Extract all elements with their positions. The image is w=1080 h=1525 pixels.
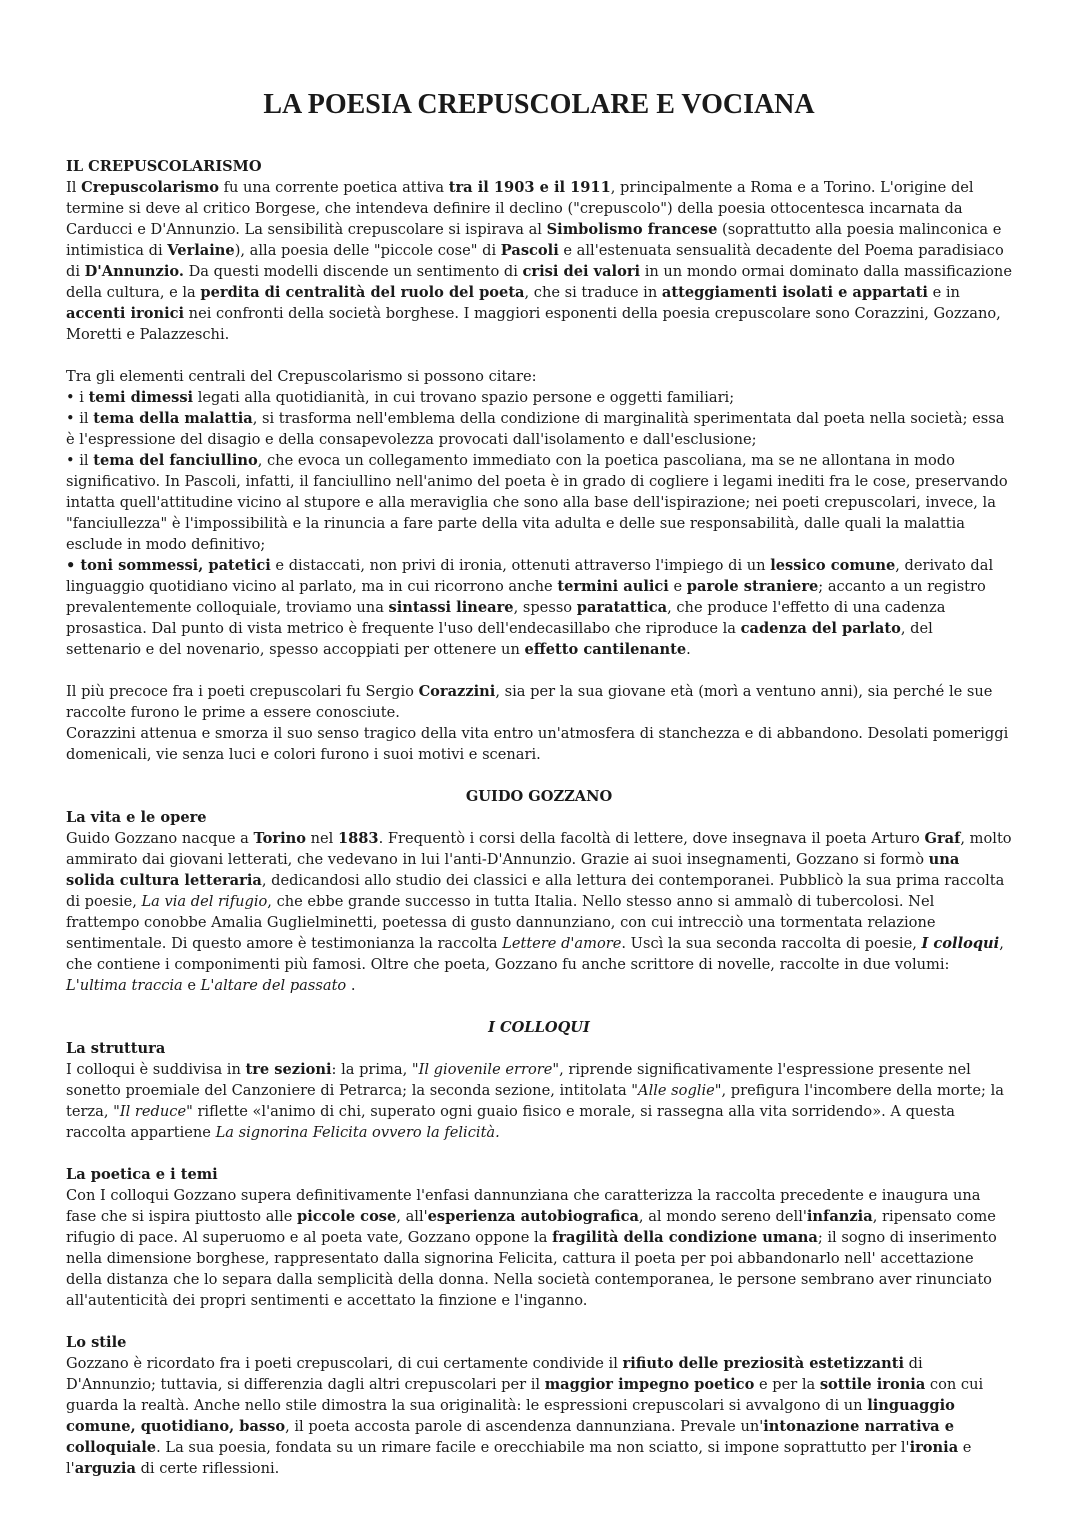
bullet-item: • il tema della malattia, si trasforma nell'emblema della condizione di marginalità sperimentata dal poeta nella società; essa è l'espressione del disagio e della consapevolezza provocati dall'isolamento e dall'esclusione;	[66, 410, 1005, 448]
paragraph-vita: Guido Gozzano nacque a Torino nel 1883. Frequentò i corsi della facoltà di lettere, dove insegnava il poeta Arturo Graf, molto ammirato dai giovani letterati, che vedevano in lui l'anti-D'Annunzio. Grazie ai suoi insegnamenti, Gozzano si formò una solida cultura letteraria, dedicandosi allo studio dei classici e alla lettura dei contemporanei. Pubblicò la sua prima raccolta di poesie, La via del rifugio, che ebbe grande successo in tutta Italia. Nello stesso anno si ammalò di tubercolosi. Nel frattempo conobbe Amalia Guglielminetti, poetessa di gusto dannunziano, con cui intrecciò una tormentata relazione sentimentale. Di questo amore è testimonianza la raccolta Lettere d'amore. Uscì la sua seconda raccolta di poesie, I colloqui, che contiene i componimenti più famosi. Oltre che poeta, Gozzano fu anche scrittore di novelle, raccolte in due volumi: L'ultima traccia e L'altare del passato .	[66, 830, 1012, 994]
section-heading-colloqui: I COLLOQUI	[488, 1019, 590, 1036]
bullet-item: • i temi dimessi legati alla quotidianità, in cui trovano spazio persone e oggetti familiari;	[66, 389, 735, 406]
paragraph-struttura: I colloqui è suddivisa in tre sezioni: la prima, "Il giovenile errore", riprende significativamente l'espressione presente nel sonetto proemiale del Canzoniere di Petrarca; la seconda sezione, intitolata "Alle soglie", prefigura l'incombere della morte; la terza, "Il reduce" riflette «l'animo di chi, superato ogni guaio fisico e morale, si rassegna alla vita sorridendo». A questa raccolta appartiene La signorina Felicita ovvero la felicità.	[66, 1061, 1004, 1141]
subheading-stile: Lo stile	[66, 1334, 127, 1351]
bullet-item: • il tema del fanciullino, che evoca un collegamento immediato con la poetica pascoliana, ma se ne allontana in modo significativo. In Pascoli, infatti, il fanciullino nell'animo del poeta è in grado di cogliere i legami inediti fra le cose, preservando intatta quell'attitudine vicino al stupore e alla meraviglia che sono alla base dell'ispirazione; nei poeti crepuscolari, invece, la "fanciullezza" è l'impossibilità e la rinuncia a fare parte della vita adulta e delle sue responsabilità, dalle quali la malattia esclude in modo definitivo;	[66, 452, 1008, 553]
paragraph-corazzini: Il più precoce fra i poeti crepuscolari fu Sergio Corazzini, sia per la sua giovane età (morì a ventuno anni), sia perché le sue raccolte furono le prime a essere conosciute.	[66, 683, 993, 721]
subheading-struttura: La struttura	[66, 1040, 166, 1057]
paragraph-stile: Gozzano è ricordato fra i poeti crepuscolari, di cui certamente condivide il rifiuto delle preziosità estetizzanti di D'Annunzio; tuttavia, si differenzia dagli altri crepuscolari per il maggior impegno poetico e per la sottile ironia con cui guarda la realtà. Anche nello stile dimostra la sua originalità: le espressioni crepuscolari si avvalgono di un linguaggio comune, quotidiano, basso, il poeta accosta parole di ascendenza dannunziana. Prevale un'intonazione narrativa e colloquiale. La sua poesia, fondata su un rimare facile e orecchiabile ma non sciatto, si impone soprattutto per l'ironia e l'arguzia di certe riflessioni.	[66, 1355, 984, 1477]
section-heading-crepuscolarismo: IL CREPUSCOLARISMO	[66, 158, 262, 175]
subheading-vita-opere: La vita e le opere	[66, 809, 207, 826]
bullet-item: • toni sommessi, patetici e distaccati, non privi di ironia, ottenuti attraverso l'impiego di un lessico comune, derivato dal linguaggio quotidiano vicino al parlato, ma in cui ricorrono anche termini aulici e parole straniere; accanto a un registro prevalentemente colloquiale, troviamo una sintassi lineare, spesso paratattica, che produce l'effetto di una cadenza prosastica. Dal punto di vista metrico è frequente l'uso dell'endecasillabo che riproduce la cadenza del parlato, del settenario e del novenario, spesso accoppiati per ottenere un effetto cantilenante.	[66, 557, 994, 658]
page-title: LA POESIA CREPUSCOLARE E VOCIANA	[263, 89, 815, 120]
paragraph-corazzini-2: Corazzini attenua e smorza il suo senso tragico della vita entro un'atmosfera di stanchezza e di abbandono. Desolati pomeriggi domenicali, vie senza luci e colori furono i suoi motivi e scenari.	[66, 725, 1009, 763]
document-page	[66, 88, 1012, 1479]
section-heading-gozzano: GUIDO GOZZANO	[465, 788, 613, 805]
paragraph-intro: Il Crepuscolarismo fu una corrente poetica attiva tra il 1903 e il 1911, principalmente a Roma e a Torino. L'origine del termine si deve al critico Borgese, che intendeva definire il declino ("crepuscolo") della poesia ottocentesca incarnata da Carducci e D'Annunzio. La sensibilità crepuscolare si ispirava al Simbolismo francese (soprattutto alla poesia malinconica e intimistica di Verlaine), alla poesia delle "piccole cose" di Pascoli e all'estenuata sensualità decadente del Poema paradisiaco di D'Annunzio. Da questi modelli discende un sentimento di crisi dei valori in un mondo ormai dominato dalla massificazione della cultura, e la perdita di centralità del ruolo del poeta, che si traduce in atteggiamenti isolati e appartati e in accenti ironici nei confronti della società borghese. I maggiori esponenti della poesia crepuscolare sono Corazzini, Gozzano, Moretti e Palazzeschi.	[66, 179, 1012, 343]
paragraph-poetica: Con I colloqui Gozzano supera definitivamente l'enfasi dannunziana che caratterizza la raccolta precedente e inaugura una fase che si ispira piuttosto alle piccole cose, all'esperienza autobiografica, al mondo sereno dell'infanzia, ripensato come rifugio di pace. Al superuomo e al poeta vate, Gozzano oppone la fragilità della condizione umana; il sogno di inserimento nella dimensione borghese, rappresentato dalla signorina Felicita, cattura il poeta per poi abbandonarlo nell' accettazione della distanza che lo separa dalla semplicità della donna. Nella società contemporanea, le persone sembrano aver rinunciato all'autenticità dei propri sentimenti e accettato la finzione e l'inganno.	[66, 1187, 997, 1309]
subheading-poetica: La poetica e i temi	[66, 1166, 218, 1183]
paragraph-elements-intro: Tra gli elementi centrali del Crepuscolarismo si possono citare:	[66, 368, 537, 385]
